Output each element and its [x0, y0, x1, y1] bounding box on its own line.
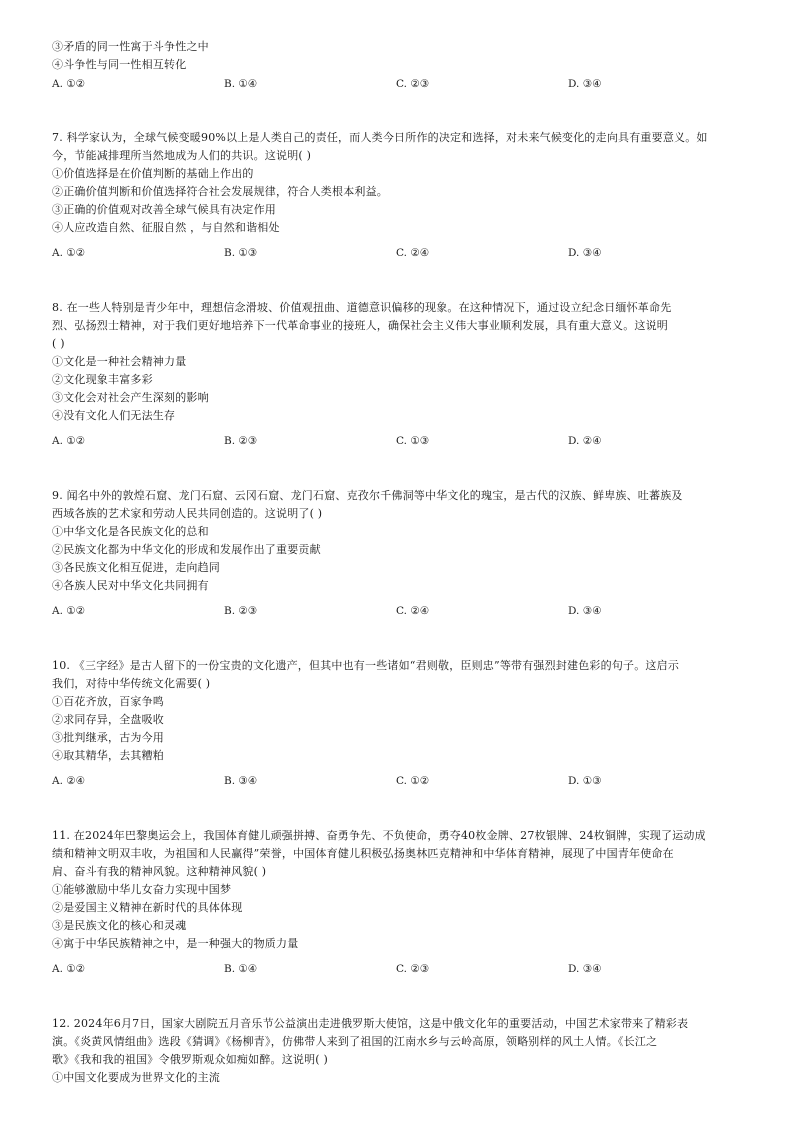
q7-item-3: ③正确的价值观对改善全球气候具有决定作用: [52, 203, 276, 216]
q7-stem-line-1: 7. 科学家认为，全球气候变暖90%以上是人类自己的责任，而人类今日所作的决定和选择，对未来气候变化的走向具有重要意义。如: [52, 131, 708, 144]
q6-option-a[interactable]: A. ①②: [52, 78, 86, 90]
q11-stem-line-3: 肩、奋斗有我的精神风貌。这种精神风貌( ): [52, 865, 267, 878]
q9-item-2: ②民族文化都为中华文化的形成和发展作出了重要贡献: [52, 543, 321, 556]
q7-item-4: ④人应改造自然、征服自然 ，与自然和谐相处: [52, 221, 280, 234]
q6-item-4: ④斗争性与同一性相互转化: [52, 58, 187, 71]
q9-item-1: ①中华文化是各民族文化的总和: [52, 525, 209, 538]
q7-option-b[interactable]: B. ①③: [224, 247, 258, 259]
q9-option-c[interactable]: C. ②④: [396, 605, 430, 617]
q8-item-2: ②文化现象丰富多彩: [52, 373, 153, 386]
q8-option-c[interactable]: C. ①③: [396, 435, 430, 447]
q6-item-3: ③矛盾的同一性寓于斗争性之中: [52, 40, 209, 53]
q8-item-1: ①文化是一种社会精神力量: [52, 355, 187, 368]
q9-option-a[interactable]: A. ①②: [52, 605, 86, 617]
q7-item-2: ②正确价值判断和价值选择符合社会发展规律，符合人类根本利益。: [52, 185, 388, 198]
q7-option-a[interactable]: A. ①②: [52, 247, 86, 259]
q10-stem-line-2: 我们，对待中华传统文化需要( ): [52, 677, 211, 690]
q10-item-3: ③批判继承，古为今用: [52, 731, 164, 744]
q6-option-c[interactable]: C. ②③: [396, 78, 430, 90]
q9-stem-line-2: 西域各族的艺术家和劳动人民共同创造的。这说明了( ): [52, 507, 323, 520]
q11-option-c[interactable]: C. ②③: [396, 963, 430, 975]
q10-stem-line-1: 10. 《三字经》是古人留下的一份宝贵的文化遗产，但其中也有一些诸如“君则敬，臣则忠”等带有强烈封建色彩的句子。这启示: [52, 659, 680, 672]
q9-item-4: ④各族人民对中华文化共同拥有: [52, 579, 209, 592]
q11-option-b[interactable]: B. ①④: [224, 963, 258, 975]
q9-option-d[interactable]: D. ③④: [568, 605, 602, 617]
q8-stem-line-3: ( ): [52, 337, 65, 350]
q12-stem-line-1: 12. 2024年6月7日，国家大剧院五月音乐节公益演出走进俄罗斯大使馆，这是中俄文化年的重要活动，中国艺术家带来了精彩表: [52, 1017, 689, 1030]
q12-stem-line-2: 演。《炎黄风情组曲》选段《猜调》《杨柳青》，仿佛带人来到了祖国的江南水乡与云岭高原，领略别样的风土人情。《长江之: [52, 1035, 658, 1048]
q7-stem-line-2: 今，节能减排理所当然地成为人们的共识。这说明( ): [52, 149, 312, 162]
q6-option-d[interactable]: D. ③④: [568, 78, 602, 90]
q11-option-a[interactable]: A. ①②: [52, 963, 86, 975]
q10-option-b[interactable]: B. ③④: [224, 775, 258, 787]
q11-item-3: ③是民族文化的核心和灵魂: [52, 919, 187, 932]
q9-option-b[interactable]: B. ②③: [224, 605, 258, 617]
q8-option-b[interactable]: B. ②③: [224, 435, 258, 447]
q8-option-d[interactable]: D. ②④: [568, 435, 602, 447]
q10-option-d[interactable]: D. ①③: [568, 775, 602, 787]
q9-item-3: ③各民族文化相互促进，走向趋同: [52, 561, 220, 574]
q11-stem-line-2: 绩和精神文明双丰收，为祖国和人民赢得”荣誉，中国体育健儿积极弘扬奥林匹克精神和中华体育精神，展现了中国青年使命在: [52, 847, 674, 860]
q11-item-2: ②是爱国主义精神在新时代的具体体现: [52, 901, 243, 914]
q9-stem-line-1: 9. 闻名中外的敦煌石窟、龙门石窟、云冈石窟、龙门石窟、克孜尔千佛洞等中华文化的瑰宝，是古代的汉族、鲜卑族、吐蕃族及: [52, 489, 683, 502]
q10-option-c[interactable]: C. ①②: [396, 775, 430, 787]
q10-item-2: ②求同存异，全盘吸收: [52, 713, 164, 726]
q12-stem-line-3: 歌》《我和我的祖国》令俄罗斯观众如痴如醉。这说明( ): [52, 1053, 328, 1066]
q6-option-b[interactable]: B. ①④: [224, 78, 258, 90]
q7-item-1: ①价值选择是在价值判断的基础上作出的: [52, 167, 254, 180]
q8-stem-line-1: 8. 在一些人特别是青少年中，理想信念滑坡、价值观扭曲、道德意识偏移的现象。在这种情况下，通过设立纪念日缅怀革命先: [52, 301, 672, 314]
q11-item-1: ①能够激励中华儿女奋力实现中国梦: [52, 883, 232, 896]
q7-option-d[interactable]: D. ③④: [568, 247, 602, 259]
q10-option-a[interactable]: A. ②④: [52, 775, 86, 787]
q11-option-d[interactable]: D. ③④: [568, 963, 602, 975]
q11-item-4: ④寓于中华民族精神之中，是一种强大的物质力量: [52, 937, 299, 950]
q8-item-3: ③文化会对社会产生深刻的影响: [52, 391, 209, 404]
q10-item-1: ①百花齐放，百家争鸣: [52, 695, 164, 708]
q10-item-4: ④取其精华，去其糟粕: [52, 749, 164, 762]
q12-item-1: ①中国文化要成为世界文化的主流: [52, 1071, 220, 1084]
q8-stem-line-2: 烈、弘扬烈士精神，对于我们更好地培养下一代革命事业的接班人，确保社会主义伟大事业顺利发展，具有重大意义。这说明: [52, 319, 668, 332]
q11-stem-line-1: 11. 在2024年巴黎奥运会上，我国体育健儿顽强拼搏、奋勇争先、不负使命，勇夺40枚金牌、27枚银牌、24枚铜牌，实现了运动成: [52, 829, 706, 842]
q7-option-c[interactable]: C. ②④: [396, 247, 430, 259]
q8-item-4: ④没有文化人们无法生存: [52, 409, 176, 422]
q8-option-a[interactable]: A. ①②: [52, 435, 86, 447]
